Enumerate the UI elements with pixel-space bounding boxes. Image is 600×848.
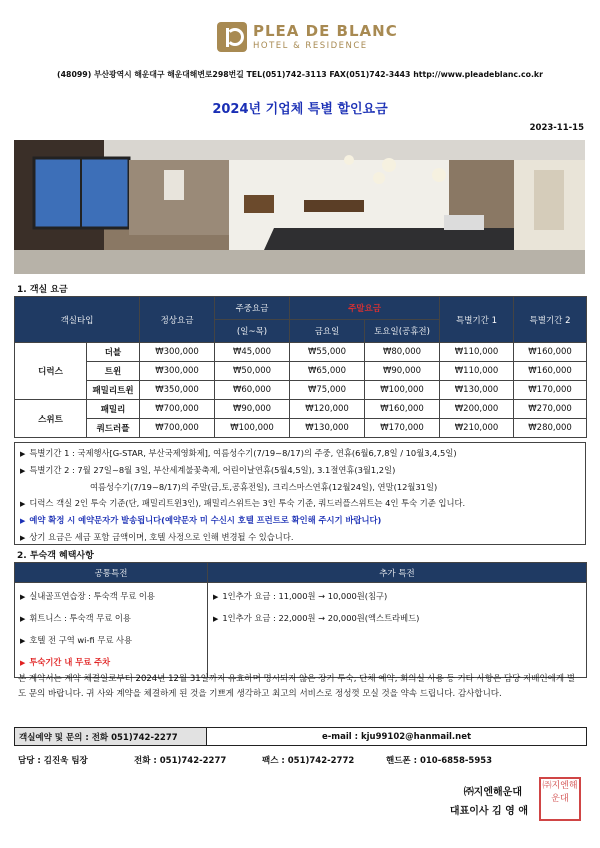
note-item: 여름성수기(7/19~8/17)의 주말(금,토,공휴전일), 크리스마스연휴(12월24일), 연말(12월31일): [90, 482, 438, 492]
rate-cell: ₩700,000: [140, 419, 215, 438]
table-row: [15, 381, 587, 400]
arrow-right-icon: ▶: [20, 467, 26, 475]
room-name: 패밀리트윈: [87, 381, 140, 400]
col-extra-benefits: 추가 특전: [208, 563, 587, 583]
rate-cell: ₩170,000: [514, 381, 587, 400]
issue-date: 2023-11-15: [529, 123, 584, 133]
room-name: 패밀리: [87, 400, 140, 419]
rate-cell: ₩210,000: [440, 419, 514, 438]
room-group-deluxe: 디럭스: [15, 343, 87, 400]
note-item: ▶ 상기 요금은 세금 포함 금액이며, 호텔 사정으로 인해 변경될 수 있습니다.: [20, 532, 294, 542]
common-benefits-cell: [15, 583, 208, 678]
contact-email[interactable]: e-mail : kju99102@hanmail.net: [207, 728, 587, 746]
extra-benefits-cell: [208, 583, 587, 678]
logo-icon: [217, 22, 247, 52]
rate-cell: ₩200,000: [440, 400, 514, 419]
rate-cell: ₩130,000: [440, 381, 514, 400]
benefit-item: ▶ 호텔 전 구역 wi-fi 무료 사용: [20, 635, 133, 645]
note-item: ▶ 디럭스 객실 2인 투숙 기준(단, 패밀리트윈3인), 패밀리스위트는 3인 투숙 기준, 쿼드러플스위트는 4인 투숙 기준 입니다.: [20, 498, 466, 508]
brand-sub: HOTEL & RESIDENCE: [253, 40, 368, 51]
rate-cell: ₩160,000: [514, 362, 587, 381]
rate-cell: ₩80,000: [365, 343, 440, 362]
table-row: [15, 362, 587, 381]
arrow-right-icon: ▶: [20, 637, 26, 645]
col-weekday-rate: 주중요금: [215, 297, 290, 320]
col-saturday: 토요일(공휴전): [365, 320, 440, 343]
rate-cell: ₩55,000: [290, 343, 365, 362]
company-name: ㈜지엔해운대: [463, 787, 522, 798]
col-friday: 금요일: [290, 320, 365, 343]
benefit-item-parking: ▶ 투숙기간 내 무료 주차: [20, 657, 111, 667]
arrow-right-icon: ▶: [20, 500, 26, 508]
room-name: 트윈: [87, 362, 140, 381]
rate-cell: ₩100,000: [365, 381, 440, 400]
arrow-right-icon: ▶: [20, 615, 26, 623]
benefits-table: [14, 562, 587, 678]
arrow-right-icon: ▶: [20, 450, 26, 458]
benefit-item: ▶ 1인추가 요금 : 11,000원 → 10,000원(침구): [213, 591, 388, 601]
col-room-type: 객실타입: [15, 297, 140, 343]
rate-cell: ₩90,000: [365, 362, 440, 381]
rate-cell: ₩130,000: [290, 419, 365, 438]
arrow-right-icon: ▶: [20, 534, 26, 542]
section-benefits-heading: 2. 투숙객 혜택사항: [17, 551, 94, 561]
rate-cell: ₩50,000: [215, 362, 290, 381]
rate-cell: ₩280,000: [514, 419, 587, 438]
col-special-2: 특별기간 2: [514, 297, 587, 343]
rate-cell: ₩300,000: [140, 343, 215, 362]
brand-name: PLEA DE BLANC: [253, 21, 398, 40]
col-special-1: 특별기간 1: [440, 297, 514, 343]
room-name: 쿼드러플: [87, 419, 140, 438]
arrow-right-icon: ▶: [213, 615, 219, 623]
contract-text: 본 계약서는 계약 체결일로부터 2024년 12월 31일까지 유효하며 명시되지 않은 장기 투숙, 단체 예약, 회의실 사용 등 기타 사항은 담당 지배인에게 별도 문의 바랍니다. 귀 사와 계약을 체결하게 된 것을 기쁘게 생각하고 최고의 서비스로 정성껏 모실 것을 약속 드립니다. 감사합니다.: [18, 674, 576, 699]
staff-phone: 전화 : 051)742-2277: [134, 756, 227, 766]
rate-notes: [14, 442, 586, 545]
room-photo: [14, 140, 585, 274]
col-weekend-rate: 주말요금: [290, 297, 440, 320]
contact-table: [14, 727, 587, 746]
note-item: ▶ 특별기간 2 : 7월 27일~8월 3일, 부산세계불꽃축제, 어린이날연휴(5월4,5일), 3.1절연휴(3월1,2일): [20, 465, 396, 475]
rate-cell: ₩65,000: [290, 362, 365, 381]
rate-cell: ₩100,000: [215, 419, 290, 438]
benefit-item: ▶ 휘트니스 : 투숙객 무료 이용: [20, 613, 131, 623]
rate-cell: ₩110,000: [440, 343, 514, 362]
col-normal-rate: 정상요금: [140, 297, 215, 343]
company-seal-stamp: [539, 777, 581, 821]
seal-text: ㈜지엔해운대: [542, 781, 578, 804]
col-weekday-sub: (일~목): [215, 320, 290, 343]
page-title: 2024년 기업체 특별 할인요금: [212, 102, 388, 117]
table-row: [15, 400, 587, 419]
arrow-right-icon: ▶: [20, 593, 26, 601]
staff-fax: 팩스 : 051)742-2772: [262, 756, 355, 766]
benefit-item: ▶ 실내골프연습장 : 투숙객 무료 이용: [20, 591, 155, 601]
arrow-right-icon: ▶: [20, 517, 26, 525]
rate-cell: ₩160,000: [365, 400, 440, 419]
rate-cell: ₩270,000: [514, 400, 587, 419]
ceo-name: 대표이사 김 영 애: [449, 806, 528, 817]
address-line: (48099) 부산광역시 해운대구 해운대해변로298번길 TEL(051)742-3113 FAX(051)742-3443 http://www.pleadeblanc.co.kr: [57, 70, 543, 79]
rate-cell: ₩350,000: [140, 381, 215, 400]
arrow-right-icon: ▶: [213, 593, 219, 601]
staff-manager: 담당 : 김진욱 팀장: [18, 756, 88, 766]
rate-cell: ₩75,000: [290, 381, 365, 400]
rate-cell: ₩300,000: [140, 362, 215, 381]
rate-cell: ₩60,000: [215, 381, 290, 400]
col-common-benefits: 공통특전: [15, 563, 208, 583]
rate-cell: ₩160,000: [514, 343, 587, 362]
hotel-logo: [217, 22, 398, 52]
rate-cell: ₩170,000: [365, 419, 440, 438]
rate-cell: ₩120,000: [290, 400, 365, 419]
room-group-suite: 스위트: [15, 400, 87, 438]
room-name: 더블: [87, 343, 140, 362]
rate-cell: ₩110,000: [440, 362, 514, 381]
table-row: [15, 419, 587, 438]
rate-cell: ₩700,000: [140, 400, 215, 419]
note-item: ▶ 특별기간 1 : 국제행사[G-STAR, 부산국제영화제], 여름성수기(7/19~8/17)의 주중, 연휴(6월6,7,8일 / 10월3,4,5일): [20, 448, 457, 458]
table-row: [15, 343, 587, 362]
reservation-phone: 객실예약 및 문의 : 전화 051)742-2277: [15, 728, 207, 746]
arrow-right-icon: ▶: [20, 659, 26, 667]
benefit-item: ▶ 1인추가 요금 : 22,000원 → 20,000원(엑스트라베드): [213, 613, 420, 623]
room-rate-table: [14, 296, 587, 438]
rate-cell: ₩90,000: [215, 400, 290, 419]
section-room-rates-heading: 1. 객실 요금: [17, 285, 68, 295]
rate-cell: ₩45,000: [215, 343, 290, 362]
note-item-reservation: ▶ 예약 확정 시 예약문자가 발송됩니다(예약문자 미 수신시 호텔 프런트로 확인해 주시기 바랍니다): [20, 515, 382, 525]
staff-mobile: 핸드폰 : 010-6858-5953: [386, 756, 493, 766]
